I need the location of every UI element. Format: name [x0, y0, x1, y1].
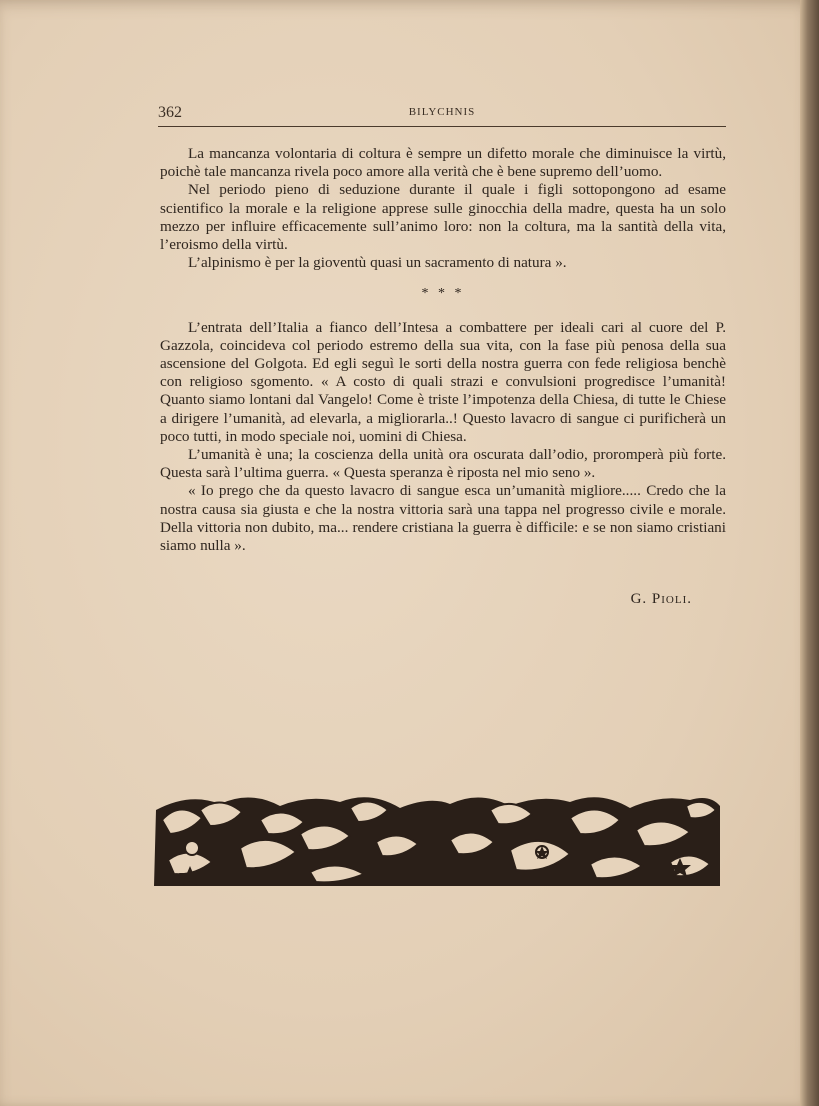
section-separator: * * * [421, 286, 465, 302]
floral-band-ornament-icon [150, 790, 724, 888]
page-number: 362 [158, 104, 182, 121]
paragraph: « Io prego che da questo lavacro di sangue esca un’umanità migliore..... Credo che la nostra causa sia giusta e che la nostra vittoria sarà una tappa nel progresso civile e morale. Della vittoria non dubito, ma... rendere cristiana la guerra è difficile: e se non siamo cristiani siamo nulla ». [160, 482, 726, 555]
paragraph: L’umanità è una; la coscienza della unità ora oscurata dall’odio, proromperà più forte. Questa sarà l’ultima guerra. « Questa speranza è riposta nel mio seno ». [160, 446, 726, 482]
author-signature: G. Pioli. [630, 591, 692, 607]
paragraph: La mancanza volontaria di coltura è sempre un difetto morale che diminuisce la virtù, poichè tale mancanza rivela poco amore alla verità che è bene supremo dell’uomo. [160, 145, 726, 181]
page-edge [800, 0, 819, 1106]
page-header [158, 104, 726, 127]
running-head: BILYCHNIS [408, 106, 476, 118]
paragraph: Nel periodo pieno di seduzione durante il quale i figli sottopongono ad esame scientifico la morale e la religione apprese sulle ginocchia della madre, questa ha un solo mezzo per influire efficacemente sull’animo loro: non la coltura, ma la santità della vita, l’eroismo della virtù. [160, 181, 726, 254]
paragraph: L’entrata dell’Italia a fianco dell’Intesa a combattere per ideali cari al cuore del P. Gazzola, coincideva col periodo estremo della sua vita, con la fase più penosa della sua ascensione del Golgota. Ed egli seguì le sorti della nostra guerra con fede religiosa benchè con religioso sgomento. « A costo di quali strazi e convulsioni progredisce l’umanità! Quanto siamo lontani dal Vangelo! Come è triste l’impotenza della Chiesa, di tutte le Chiese a dirigere l’umanità, ad elevarla, a migliorarla..! Questo lavacro di sangue ci purificherà un poco tutti, in modo speciale noi, uomini di Chiesa. [160, 318, 726, 445]
paragraph: L’alpinismo è per la gioventù quasi un sacramento di natura ». [188, 254, 567, 272]
body-text [160, 145, 726, 555]
